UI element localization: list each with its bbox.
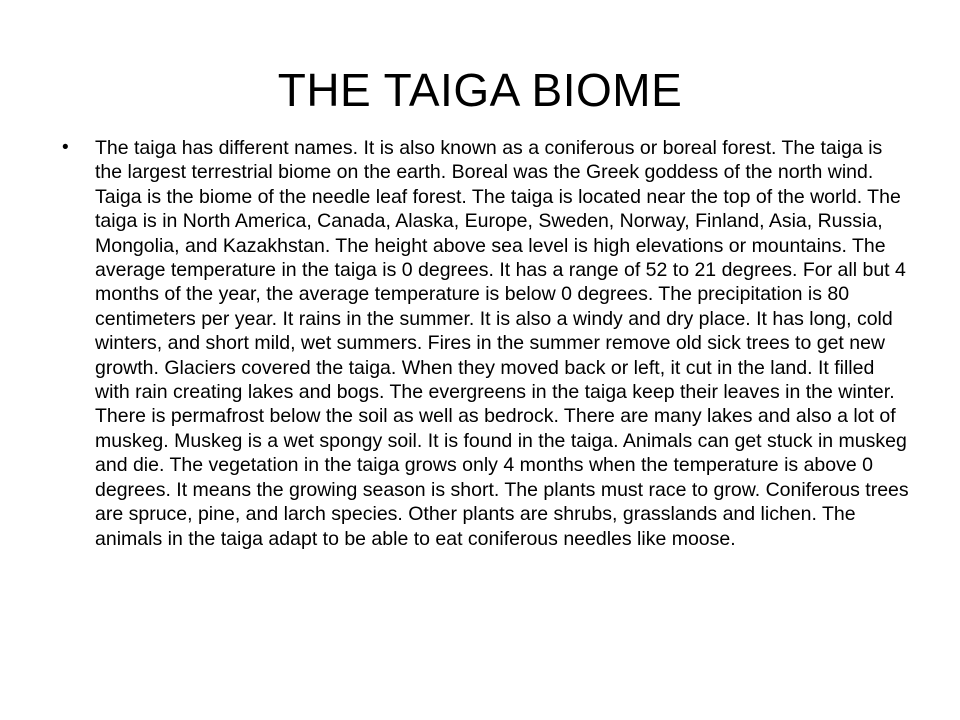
slide-title: THE TAIGA BIOME — [277, 64, 683, 116]
bullet-text: The taiga has different names. It is also known as a coniferous or boreal forest. The taiga is the largest terrestrial biome on the earth. Boreal was the Greek goddess of the north wind. Taiga is the biome of the needle leaf forest. The taiga is located near the top of the world. The taiga is in North America, Canada, Alaska, Europe, Sweden, Norway, Finland, Asia, Russia, Mongolia, and Kazakhstan. The height above sea level is high elevations or mountains. The average temperature in the taiga is 0 degrees. It has a range of 52 to 21 degrees. For all but 4 months of the year, the average temperature is below 0 degrees. The precipitation is 80 centimeters per year. It rains in the summer. It is also a windy and dry place. It has long, cold winters, and short mild, wet summers. Fires in the summer remove old sick trees to get new growth. Glaciers covered the taiga. When they moved back or left, it cut in the land. It filled with rain creating lakes and bogs. The evergreens in the taiga keep their leaves in the winter. There is permafrost below the soil as well as bedrock. There are many lakes and also a lot of muskeg. Muskeg is a wet spongy soil. It is found in the taiga. Animals can get stuck in muskeg and die. The vegetation in the taiga grows only 4 months when the temperature is above 0 degrees. It means the growing season is short. The plants must race to grow. Coniferous trees are spruce, pine, and larch species. Other plants are shrubs, grasslands and lichen. The animals in the taiga adapt to be able to eat coniferous needles like moose. — [95, 137, 909, 550]
slide-body — [62, 136, 914, 551]
bullet-item — [62, 136, 914, 551]
bullet-icon: • — [62, 137, 69, 158]
